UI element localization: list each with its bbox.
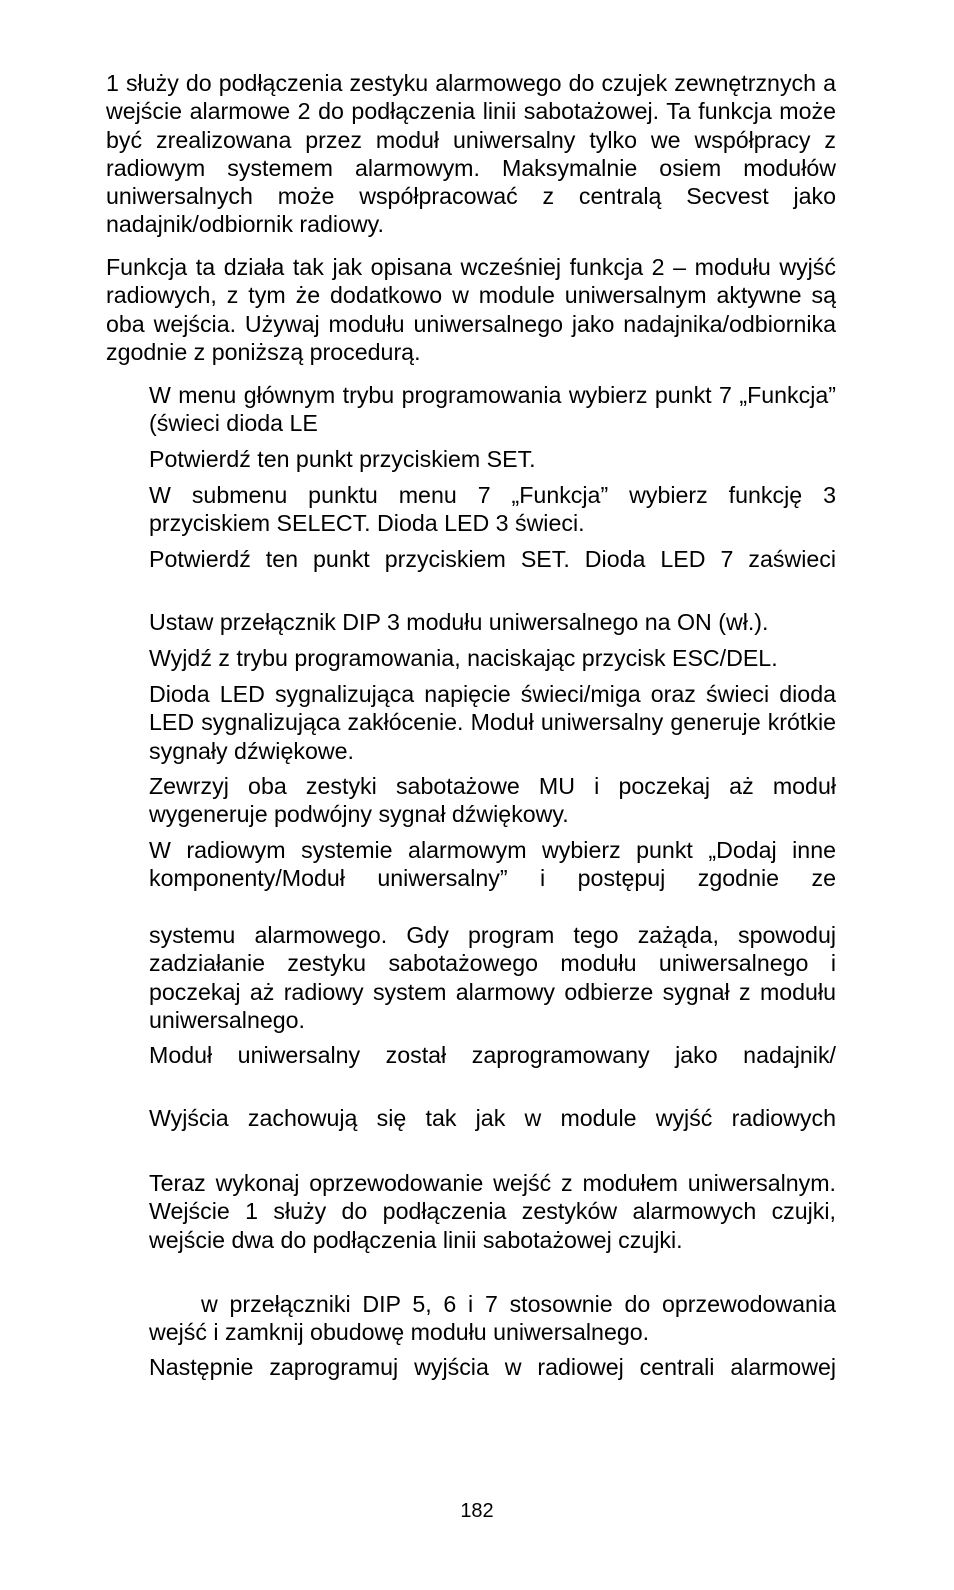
step-wire-inputs: Teraz wykonaj oprzewodowanie wejść z modułem uniwersalnym. Wejście 1 służy do podłączenia zestyków alarmowych czujki, wejście dwa do podłączenia linii sabotażowej czujki. bbox=[149, 1170, 836, 1253]
step-exit-programming: Wyjdź z trybu programowania, naciskając przycisk ESC/DEL. bbox=[149, 645, 778, 671]
step-dip-switches: w przełączniki DIP 5, 6 i 7 stosownie do oprzewodowania wejść i zamknij obudowę modułu uniwersalnego. bbox=[149, 1291, 836, 1346]
step-outputs-behaviour: Wyjścia zachowują się tak jak w module wyjść radiowych bbox=[149, 1105, 836, 1131]
step-confirm-set: Potwierdź ten punkt przyciskiem SET. bbox=[149, 446, 536, 472]
step-program-outputs: Następnie zaprogramuj wyjścia w radiowej centrali alarmowej bbox=[149, 1354, 836, 1380]
step-select-function-3: W submenu punktu menu 7 „Funkcja” wybierz funkcję 3 przyciskiem SELECT. Dioda LED 3 świeci. bbox=[149, 482, 836, 537]
function-description-paragraph: Funkcja ta działa tak jak opisana wcześniej funkcja 2 – modułu wyjść radiowych, z tym że dodatkowo w module uniwersalnym aktywne są oba wejścia. Używaj modułu uniwersalnego jako nadajnika/odbiornika zgodnie z poniższą procedurą. bbox=[106, 254, 836, 365]
step-set-dip-3: Ustaw przełącznik DIP 3 modułu uniwersalnego na ON (wł.). bbox=[149, 609, 769, 635]
step-confirm-led-7: Potwierdź ten punkt przyciskiem SET. Dioda LED 7 zaświeci bbox=[149, 546, 836, 572]
step-select-menu-item: W menu głównym trybu programowania wybierz punkt 7 „Funkcja” (świeci dioda LE bbox=[149, 382, 836, 437]
intro-paragraph: 1 służy do podłączenia zestyku alarmowego do czujek zewnętrznych a wejście alarmowe 2 do podłączenia linii sabotażowej. Ta funkcja może być zrealizowana przez moduł uniwersalny tylko we współpracy z radiowym systemem alarmowym. Maksymalnie osiem modułów uniwersalnych może współpracować z centralą Secvest jako nadajnik/odbiornik radiowy. bbox=[106, 70, 836, 238]
step-add-components: W radiowym systemie alarmowym wybierz punkt „Dodaj inne komponenty/Moduł uniwersalny” i postępuj zgodnie ze bbox=[149, 837, 836, 892]
step-short-tamper-contacts: Zewrzyj oba zestyki sabotażowe MU i poczekaj aż moduł wygeneruje podwójny sygnał dźwiękowy. bbox=[149, 773, 836, 828]
page-number: 182 bbox=[460, 1500, 494, 1522]
step-system-prompt: systemu alarmowego. Gdy program tego zażąda, spowoduj zadziałanie zestyku sabotażowego modułu uniwersalnego i poczekaj aż radiowy system alarmowy odbierze sygnał z modułu uniwersalnego. bbox=[149, 922, 836, 1033]
step-led-status: Dioda LED sygnalizująca napięcie świeci/miga oraz świeci dioda LED sygnalizująca zakłócenie. Moduł uniwersalny generuje krótkie sygnały dźwiękowe. bbox=[149, 681, 836, 764]
step-module-programmed: Moduł uniwersalny został zaprogramowany jako nadajnik/ bbox=[149, 1042, 836, 1068]
